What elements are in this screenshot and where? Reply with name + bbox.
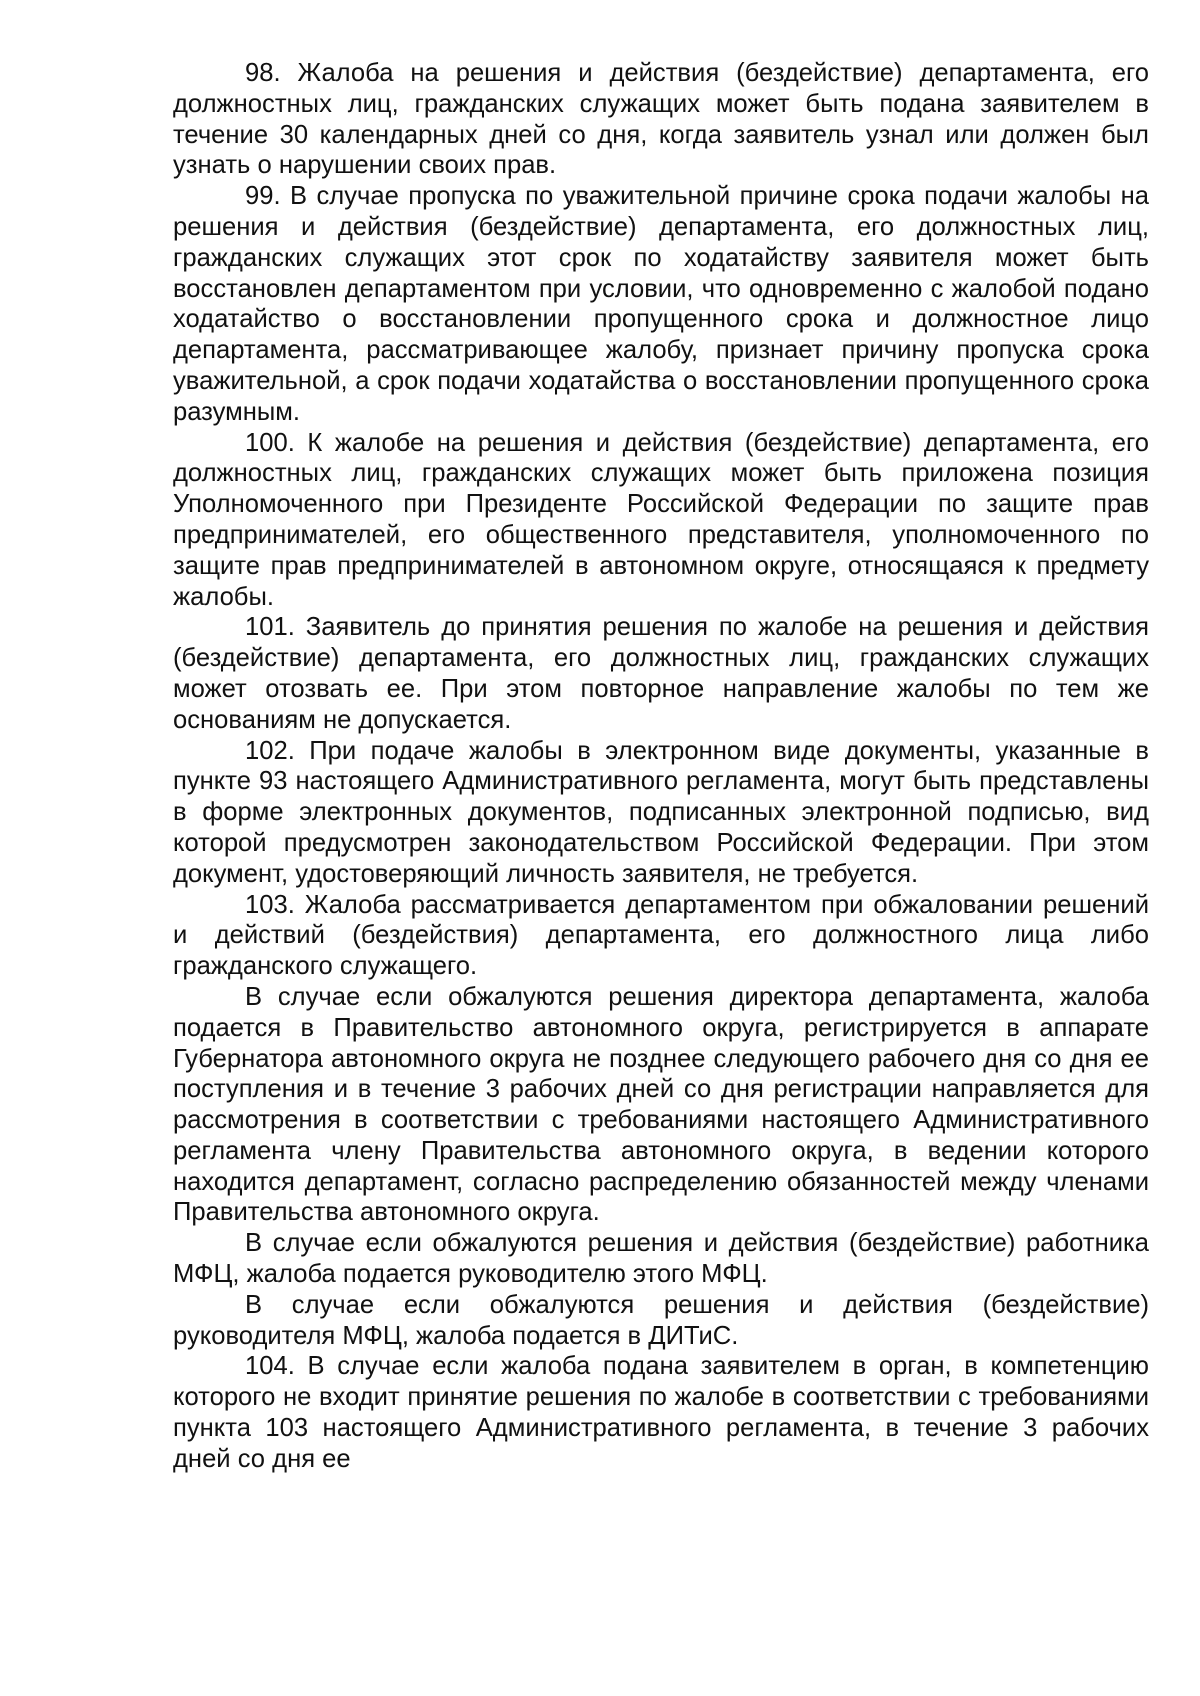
paragraph-99: 99. В случае пропуска по уважительной причине срока подачи жалобы на решения и действия (бездействие) департамента, его должностных лиц, гражданских служащих этот срок по ходатайству заявителя может быть восстановлен департаментом при условии, что одновременно с жалобой подано ходатайство о восстановлении пропущенного срока и должностное лицо департамента, рассматривающее жалобу, признает причину пропуска срока уважительной, а срок подачи ходатайства о восстановлении пропущенного срока разумным. bbox=[173, 182, 1157, 426]
paragraph-103-mfc-worker: В случае если обжалуются решения и действия (бездействие) работника МФЦ, жалоба подается руководителю этого МФЦ. bbox=[173, 1229, 1157, 1289]
paragraph-101: 101. Заявитель до принятия решения по жалобе на решения и действия (бездействие) департамента, его должностных лиц, гражданских служащих может отозвать ее. При этом повторное направление жалобы по тем же основаниям не допускается. bbox=[173, 613, 1157, 734]
paragraph-103-mfc-head: В случае если обжалуются решения и действия (бездействие) руководителя МФЦ, жалоба подается в ДИТиС. bbox=[173, 1290, 1157, 1350]
paragraph-100: 100. К жалобе на решения и действия (бездействие) департамента, его должностных лиц, гражданских служащих может быть приложена позиция Уполномоченного при Президенте Российской Федерации по защите прав предпринимателей, его общественного представителя, уполномоченного по защите прав предпринимателей в автономном округе, относящаяся к предмету жалобы. bbox=[173, 428, 1157, 611]
document-body bbox=[173, 58, 1157, 1475]
paragraph-98: 98. Жалоба на решения и действия (бездействие) департамента, его должностных лиц, гражданских служащих может быть подана заявителем в течение 30 календарных дней со дня, когда заявитель узнал или должен был узнать о нарушении своих прав. bbox=[173, 59, 1157, 180]
paragraph-103: 103. Жалоба рассматривается департаментом при обжаловании решений и действий (бездействия) департамента, его должностного лица либо гражданского служащего. bbox=[173, 890, 1157, 981]
paragraph-104: 104. В случае если жалоба подана заявителем в орган, в компетенцию которого не входит принятие решения по жалобе в соответствии с требованиями пункта 103 настоящего Административного регламента, в течение 3 рабочих дней со дня ее bbox=[173, 1352, 1157, 1473]
paragraph-102: 102. При подаче жалобы в электронном виде документы, указанные в пункте 93 настоящего Административного регламента, могут быть представлены в форме электронных документов, подписанных электронной подписью, вид которой предусмотрен законодательством Российской Федерации. При этом документ, удостоверяющий личность заявителя, не требуется. bbox=[173, 736, 1157, 888]
paragraph-103-director: В случае если обжалуются решения директора департамента, жалоба подается в Правительство автономного округа, регистрируется в аппарате Губернатора автономного округа не позднее следующего рабочего дня со дня ее поступления и в течение 3 рабочих дней со дня регистрации направляется для рассмотрения в соответствии с требованиями настоящего Административного регламента члену Правительства автономного округа, в ведении которого находится департамент, согласно распределению обязанностей между членами Правительства автономного округа. bbox=[173, 982, 1157, 1227]
